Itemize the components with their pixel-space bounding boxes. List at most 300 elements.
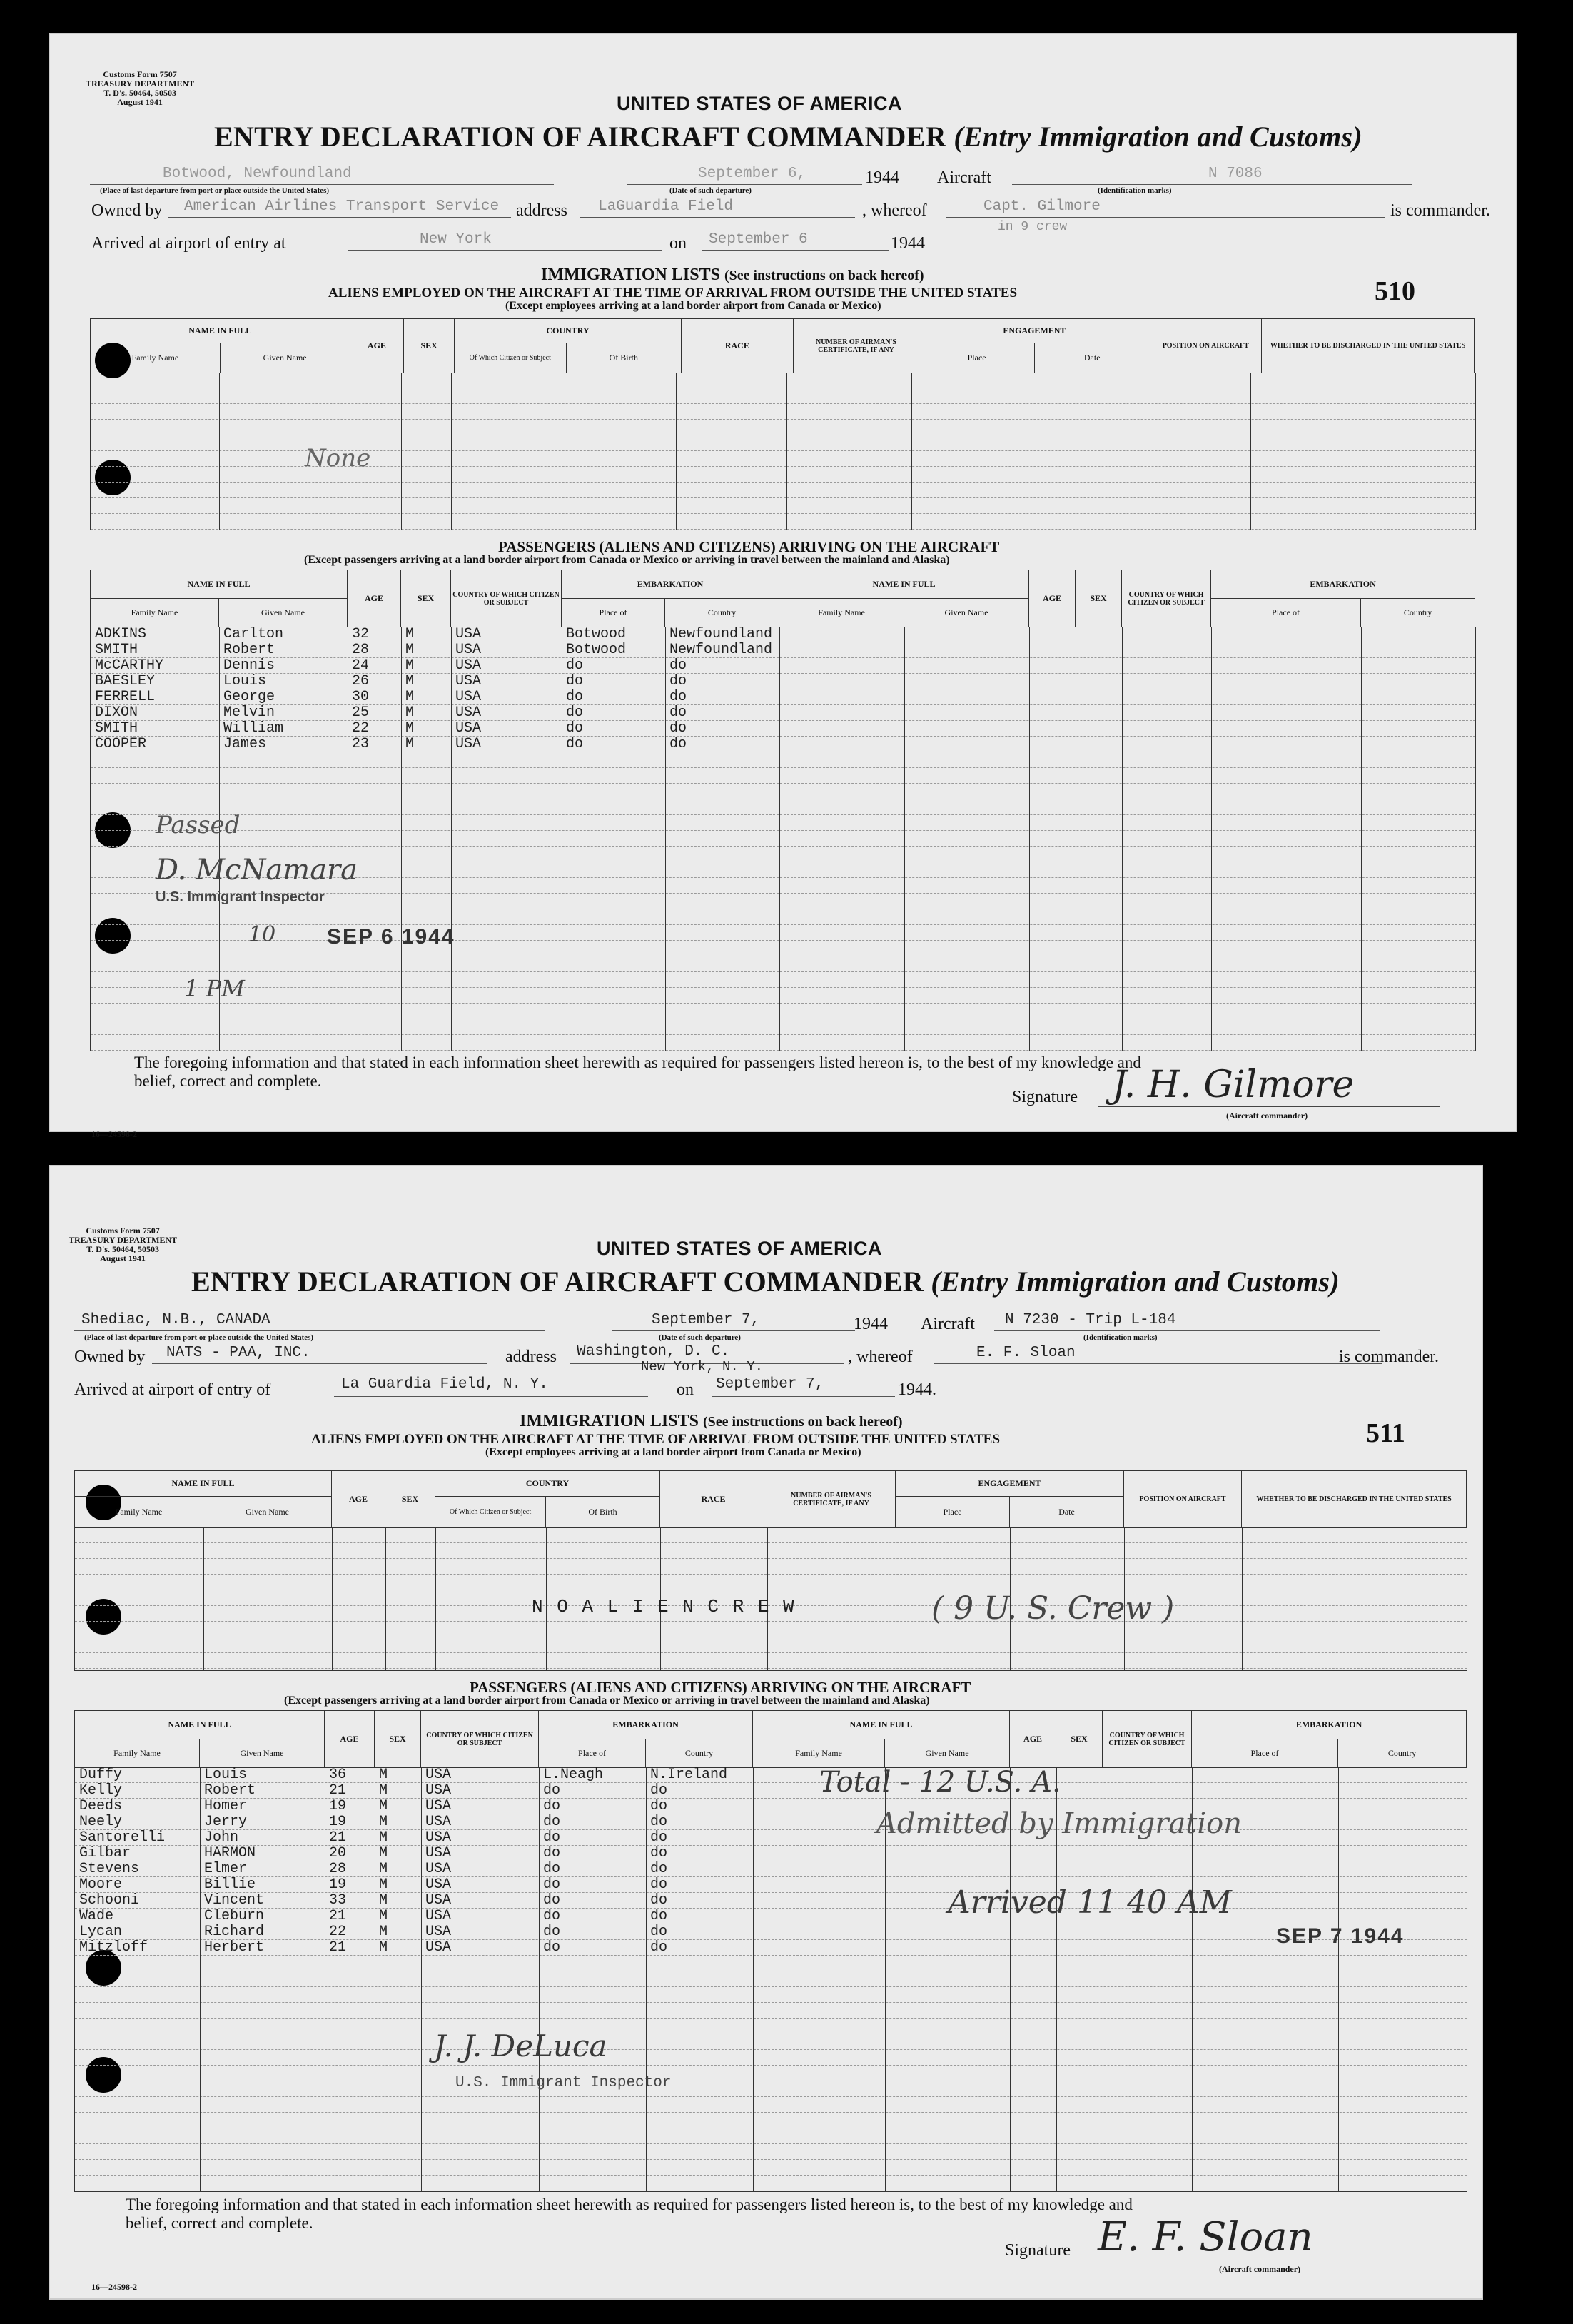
country-citizen-header-2: COUNTRY OF WHICH CITIZEN OR SUBJECT [1103, 1711, 1192, 1768]
date-header: Date [1010, 1497, 1124, 1528]
given-name-header-2: Given Name [885, 1739, 1010, 1768]
table-row [91, 768, 1475, 784]
table-row [91, 925, 1475, 941]
departure-place: Botwood, Newfoundland [163, 166, 352, 182]
passenger-ctry: Newfoundland [669, 626, 773, 642]
year: 1944 [891, 234, 925, 253]
commander: Capt. Gilmore [983, 198, 1101, 215]
passenger-given: Billie [204, 1876, 256, 1893]
place-of-header-2: Place of [1211, 599, 1361, 627]
passenger-family: Neely [79, 1814, 123, 1830]
table-row [91, 909, 1475, 925]
passenger-age: 22 [329, 1924, 347, 1940]
table-row [75, 2050, 1467, 2066]
table-row [75, 1940, 1467, 1956]
passenger-age: 22 [352, 720, 370, 737]
passenger-family: Mitzloff [79, 1939, 148, 1956]
address-label: address [505, 1348, 557, 1366]
passenger-country: USA [455, 626, 482, 642]
country-citizen-header: COUNTRY OF WHICH CITIZEN OR SUBJECT [451, 570, 562, 627]
passenger-given: Jerry [204, 1814, 248, 1830]
address-line-2: New York, N. Y. [641, 1359, 764, 1375]
passenger-age: 28 [329, 1861, 347, 1877]
given-name-header: Given Name [219, 599, 348, 627]
table-row [75, 2160, 1467, 2176]
passenger-ctry: do [669, 720, 687, 737]
aliens-subheading: (Except employees arriving at a land border airport from Canada or Mexico) [505, 300, 881, 312]
whereof-label: , whereof [848, 1348, 913, 1366]
passenger-age: 30 [352, 689, 370, 705]
passenger-age: 23 [352, 736, 370, 752]
table-row [75, 1767, 1467, 1783]
country-citizen-header: COUNTRY OF WHICH CITIZEN OR SUBJECT [421, 1711, 539, 1768]
passenger-country: USA [455, 657, 482, 674]
passenger-ctry: do [669, 657, 687, 674]
form-title: ENTRY DECLARATION OF AIRCRAFT COMMANDER (Entry Immigration and Customs) [191, 1265, 1340, 1298]
passenger-sex: M [405, 689, 415, 705]
passenger-given: Herbert [204, 1939, 265, 1956]
sex-header: SEX [385, 1471, 435, 1528]
table-row [91, 1004, 1475, 1019]
passenger-ctry: N.Ireland [650, 1767, 728, 1783]
commander-signature: E. F. Sloan [1098, 2214, 1313, 2260]
table-row [91, 752, 1475, 768]
place-header: Place [919, 343, 1035, 373]
given-name-header: Given Name [220, 343, 350, 373]
hand-note-time: 1 PM [184, 975, 245, 1002]
passenger-place: Botwood [566, 626, 627, 642]
passenger-given: Melvin [223, 704, 275, 721]
aliens-table-body [74, 1527, 1467, 1671]
discharged-header: WHETHER TO BE DISCHARGED IN THE UNITED STATES [1242, 1471, 1467, 1528]
of-birth-header: Of Birth [546, 1497, 660, 1528]
passenger-sex: M [405, 720, 415, 737]
age-header: AGE [350, 319, 404, 373]
certification-text: The foregoing information and that stated in each information sheet herewith as required for passengers listed hereon is, to the best of my knowledge and belief, correct and complete. [134, 1054, 1141, 1090]
table-row [91, 1019, 1475, 1035]
country-header: COUNTRY [435, 1471, 660, 1497]
caption-date: (Date of such departure) [659, 1333, 741, 1342]
passenger-sex: M [379, 1767, 388, 1783]
passenger-sex: M [379, 1861, 388, 1877]
whereof-label: , whereof [862, 201, 927, 220]
arrived-on: September 7, [716, 1376, 824, 1393]
passenger-place: do [566, 673, 584, 689]
commander-label: is commander. [1339, 1348, 1439, 1366]
table-row [75, 1971, 1467, 1987]
country-header: COUNTRY [454, 319, 681, 343]
aliens-subheading: (Except employees arriving at a land border airport from Canada or Mexico) [485, 1446, 861, 1458]
certification-text: The foregoing information and that stated in each information sheet herewith as required for passengers listed hereon is, to the best of my knowledge and belief, correct and complete. [126, 2196, 1133, 2232]
passenger-ctry: do [650, 1798, 668, 1814]
aircraft-id: N 7230 - Trip L-184 [1005, 1312, 1176, 1328]
passenger-given: William [223, 720, 284, 737]
table-row [91, 799, 1475, 815]
passenger-country: USA [425, 1829, 452, 1846]
sex-header: SEX [401, 570, 451, 627]
year: 1944 [865, 168, 899, 187]
place-of-header: Place of [562, 599, 665, 627]
on-label: on [669, 234, 687, 253]
us-crew-note: ( 9 U. S. Crew ) [931, 1590, 1175, 1627]
passenger-family: Deeds [79, 1798, 123, 1814]
country-col-header-2: Country [1338, 1739, 1467, 1768]
form-code: 16—24598-2 [91, 2282, 137, 2292]
passenger-ctry: do [650, 1924, 668, 1940]
passenger-age: 32 [352, 626, 370, 642]
passenger-country: USA [455, 689, 482, 705]
passenger-family: Wade [79, 1908, 114, 1924]
table-row [91, 956, 1475, 972]
commander: E. F. Sloan [976, 1345, 1076, 1361]
discharged-header: WHETHER TO BE DISCHARGED IN THE UNITED STATES [1262, 319, 1475, 373]
passenger-ctry: do [650, 1939, 668, 1956]
passenger-country: USA [425, 1876, 452, 1893]
arrived-at-field[interactable] [348, 231, 662, 251]
passenger-sex: M [379, 1892, 388, 1909]
owner: American Airlines Transport Service [184, 198, 500, 215]
passenger-ctry: do [650, 1814, 668, 1830]
form-number: 510 [1375, 276, 1415, 306]
table-row [91, 784, 1475, 799]
passenger-family: FERRELL [95, 689, 156, 705]
country-heading: UNITED STATES OF AMERICA [597, 1238, 882, 1259]
passengers-table-body [74, 1767, 1467, 2192]
age-header: AGE [332, 1471, 385, 1528]
passenger-family: DIXON [95, 704, 138, 721]
passenger-country: USA [425, 1798, 452, 1814]
sex-header: SEX [375, 1711, 421, 1768]
passenger-sex: M [379, 1908, 388, 1924]
passenger-age: 25 [352, 704, 370, 721]
passenger-sex: M [379, 1845, 388, 1861]
embarkation-header-2: EMBARKATION [1192, 1711, 1467, 1739]
passenger-family: Gilbar [79, 1845, 131, 1861]
table-row [75, 2097, 1467, 2113]
passenger-country: USA [455, 673, 482, 689]
passenger-sex: M [405, 736, 415, 752]
signature-field[interactable] [1098, 1106, 1440, 1107]
passenger-given: Robert [223, 642, 275, 658]
of-birth-header: Of Birth [566, 343, 682, 373]
embarkation-header: EMBARKATION [562, 570, 779, 599]
passenger-ctry: do [669, 673, 687, 689]
passenger-age: 21 [329, 1829, 347, 1846]
passenger-given: James [223, 736, 267, 752]
place-of-header: Place of [539, 1739, 646, 1768]
passenger-ctry: do [650, 1845, 668, 1861]
aircraft-label: Aircraft [937, 168, 991, 187]
passenger-sex: M [405, 642, 415, 658]
passenger-country: USA [425, 1767, 452, 1783]
name-in-full-header: NAME IN FULL [75, 1471, 332, 1497]
arrived-on: September 6 [709, 231, 808, 248]
passenger-given: HARMON [204, 1845, 256, 1861]
position-header: POSITION ON AIRCRAFT [1150, 319, 1262, 373]
passengers-table-body [90, 627, 1476, 1051]
passenger-given: Richard [204, 1924, 265, 1940]
table-row [91, 815, 1475, 831]
year: 1944 [854, 1315, 888, 1333]
passenger-sex: M [405, 673, 415, 689]
sex-header-2: SEX [1056, 1711, 1103, 1768]
passenger-ctry: do [669, 704, 687, 721]
passenger-sex: M [405, 626, 415, 642]
table-row [75, 1956, 1467, 1971]
table-row [75, 1909, 1467, 1924]
position-header: POSITION ON AIRCRAFT [1124, 1471, 1242, 1528]
country-col-header: Country [646, 1739, 753, 1768]
immigration-lists-heading: IMMIGRATION LISTS (See instructions on back hereof) [541, 266, 924, 284]
age-header: AGE [325, 1711, 375, 1768]
passenger-family: SMITH [95, 642, 138, 658]
table-row [91, 689, 1475, 705]
passenger-place: do [543, 1782, 561, 1799]
table-row [91, 674, 1475, 689]
table-row [75, 2081, 1467, 2097]
passenger-given: Vincent [204, 1892, 265, 1909]
aliens-table-header [90, 318, 1475, 373]
passenger-country: USA [425, 1939, 452, 1956]
passenger-family: Schooni [79, 1892, 140, 1909]
inspector-title-stamp: U.S. Immigrant Inspector [156, 889, 325, 905]
arrived-label: Arrived at airport of entry at [91, 234, 286, 253]
passenger-age: 28 [352, 642, 370, 658]
passenger-country: USA [425, 1861, 452, 1877]
passenger-country: USA [455, 704, 482, 721]
family-name-header-2: Family Name [753, 1739, 885, 1768]
passenger-place: do [566, 720, 584, 737]
table-row [75, 1893, 1467, 1909]
passenger-place: do [543, 1892, 561, 1909]
name-in-full-header-2: NAME IN FULL [779, 570, 1029, 599]
embarkation-header-2: EMBARKATION [1211, 570, 1475, 599]
place-of-header-2: Place of [1192, 1739, 1338, 1768]
passenger-age: 36 [329, 1767, 347, 1783]
date-stamp: SEP 6 1944 [327, 925, 455, 949]
race-header: RACE [682, 319, 794, 373]
passenger-given: Elmer [204, 1861, 248, 1877]
country-col-header-2: Country [1361, 599, 1475, 627]
passenger-ctry: do [650, 1908, 668, 1924]
airman-cert-header: NUMBER OF AIRMAN'S CERTIFICATE, IF ANY [767, 1471, 896, 1528]
passenger-place: do [543, 1908, 561, 1924]
form-title: ENTRY DECLARATION OF AIRCRAFT COMMANDER (Entry Immigration and Customs) [214, 121, 1362, 153]
signature-label: Signature [1012, 1088, 1078, 1106]
passenger-place: Botwood [566, 642, 627, 658]
passenger-given: George [223, 689, 275, 705]
passenger-country: USA [425, 1908, 452, 1924]
given-name-header: Given Name [200, 1739, 325, 1768]
passenger-age: 21 [329, 1939, 347, 1956]
passenger-sex: M [379, 1829, 388, 1846]
passenger-ctry: do [669, 736, 687, 752]
table-row [91, 1035, 1475, 1051]
hand-note-passed: Passed [156, 811, 241, 839]
passenger-ctry: do [669, 689, 687, 705]
place-header: Place [896, 1497, 1010, 1528]
departure-place: Shediac, N.B., CANADA [81, 1312, 270, 1328]
name-in-full-header-2: NAME IN FULL [753, 1711, 1010, 1739]
passenger-place: do [543, 1829, 561, 1846]
owned-by-label: Owned by [74, 1348, 146, 1366]
table-row [91, 705, 1475, 721]
passenger-country: USA [425, 1814, 452, 1830]
passenger-age: 26 [352, 673, 370, 689]
table-row [75, 2176, 1467, 2191]
immigration-lists-heading: IMMIGRATION LISTS (See instructions on back hereof) [520, 1412, 903, 1430]
aliens-table-header [74, 1470, 1467, 1528]
age-header-2: AGE [1010, 1711, 1056, 1768]
passenger-family: Duffy [79, 1767, 123, 1783]
family-name-header: Family Name [91, 599, 219, 627]
caption-ident: (Identification marks) [1083, 1333, 1158, 1342]
table-row [75, 2144, 1467, 2160]
caption-place: (Place of last departure from port or place outside the United States) [84, 1333, 314, 1342]
form-number: 511 [1366, 1418, 1405, 1448]
passenger-age: 20 [329, 1845, 347, 1861]
table-row [91, 721, 1475, 737]
passenger-family: Santorelli [79, 1829, 166, 1846]
table-row [75, 2003, 1467, 2019]
table-row [91, 941, 1475, 956]
passenger-given: Louis [223, 673, 267, 689]
table-row [91, 972, 1475, 988]
commander-signature: J. H. Gilmore [1112, 1064, 1355, 1106]
country-col-header: Country [665, 599, 779, 627]
caption-place: (Place of last departure from port or place outside the United States) [100, 186, 330, 195]
passenger-given: John [204, 1829, 239, 1846]
passenger-sex: M [379, 1798, 388, 1814]
engagement-header: ENGAGEMENT [919, 319, 1150, 343]
departure-date: September 6, [698, 166, 806, 182]
table-row [91, 737, 1475, 752]
caption-date: (Date of such departure) [669, 186, 752, 195]
citizen-of-header: Of Which Citizen or Subject [454, 343, 566, 373]
passenger-age: 33 [329, 1892, 347, 1909]
passenger-country: USA [425, 1924, 452, 1940]
name-in-full-header: NAME IN FULL [75, 1711, 325, 1739]
arrived-at: New York [420, 231, 492, 248]
passenger-sex: M [379, 1814, 388, 1830]
signature-label: Signature [1005, 2241, 1071, 2260]
passenger-family: SMITH [95, 720, 138, 737]
passengers-subheading: (Except passengers arriving at a land border airport from Canada or Mexico or arriving in travel between the mainland and Alaska) [304, 554, 950, 566]
passengers-table-header [90, 570, 1475, 627]
passenger-age: 19 [329, 1798, 347, 1814]
passenger-family: BAESLEY [95, 673, 156, 689]
passenger-country: USA [455, 720, 482, 737]
passenger-ctry: do [650, 1876, 668, 1893]
sex-header-2: SEX [1076, 570, 1122, 627]
hand-note-total: Total - 12 U.S. A. [819, 1766, 1061, 1799]
customs-form-label: Customs Form 7507 TREASURY DEPARTMENT T. D's. 50464, 50503 August 1941 [86, 69, 195, 107]
table-row [75, 1830, 1467, 1846]
passenger-ctry: do [650, 1829, 668, 1846]
engagement-header: ENGAGEMENT [896, 1471, 1124, 1497]
entry-declaration-form-511 [49, 1165, 1483, 2300]
passenger-sex: M [405, 704, 415, 721]
passenger-age: 19 [329, 1876, 347, 1893]
date-header: Date [1034, 343, 1150, 373]
passenger-given: Homer [204, 1798, 248, 1814]
table-row [75, 1814, 1467, 1830]
table-row [75, 1924, 1467, 1940]
name-in-full-header: NAME IN FULL [91, 319, 350, 343]
given-name-header-2: Given Name [904, 599, 1029, 627]
passenger-family: Lycan [79, 1924, 123, 1940]
age-header: AGE [348, 570, 401, 627]
date-stamp: SEP 7 1944 [1276, 1924, 1405, 1948]
table-row [75, 1799, 1467, 1814]
family-name-header: Family Name [75, 1739, 200, 1768]
passenger-age: 24 [352, 657, 370, 674]
passenger-given: Carlton [223, 626, 284, 642]
aircraft-id: N 7086 [1208, 166, 1263, 182]
inspector-title: U.S. Immigrant Inspector [455, 2075, 672, 2091]
passenger-place: do [566, 689, 584, 705]
departure-date: September 7, [652, 1312, 760, 1328]
table-row [91, 658, 1475, 674]
crew-note: in 9 crew [998, 220, 1068, 234]
passengers-heading: PASSENGERS (ALIENS AND CITIZENS) ARRIVING ON THE AIRCRAFT [470, 1679, 971, 1696]
passenger-family: McCARTHY [95, 657, 164, 674]
passenger-family: Moore [79, 1876, 123, 1893]
passenger-country: USA [425, 1892, 452, 1909]
passenger-place: do [543, 1924, 561, 1940]
passenger-family: COOPER [95, 736, 147, 752]
sex-header: SEX [404, 319, 455, 373]
passenger-age: 19 [329, 1814, 347, 1830]
table-row [75, 2113, 1467, 2128]
caption-ident: (Identification marks) [1098, 186, 1172, 195]
passenger-ctry: do [650, 1861, 668, 1877]
passenger-place: do [566, 657, 584, 674]
customs-form-label: Customs Form 7507 TREASURY DEPARTMENT T. D's. 50464, 50503 August 1941 [69, 1226, 178, 1263]
owner: NATS - PAA, INC. [166, 1345, 310, 1361]
form-code: 16—24598-2 [91, 1129, 137, 1139]
passenger-place: do [566, 704, 584, 721]
passenger-ctry: do [650, 1892, 668, 1909]
table-row [75, 1987, 1467, 2003]
arrived-at: La Guardia Field, N. Y. [341, 1376, 548, 1393]
country-heading: UNITED STATES OF AMERICA [617, 93, 902, 114]
passenger-ctry: do [650, 1782, 668, 1799]
passengers-table-header [74, 1710, 1467, 1768]
passenger-given: Louis [204, 1767, 248, 1783]
given-name-header: Given Name [203, 1497, 332, 1528]
passenger-sex: M [379, 1876, 388, 1893]
passenger-place: do [566, 736, 584, 752]
passengers-subheading: (Except passengers arriving at a land border airport from Canada or Mexico or arriving in travel between the mainland and Alaska) [284, 1694, 930, 1707]
table-row [75, 2034, 1467, 2050]
table-row [91, 627, 1475, 642]
passenger-place: do [543, 1798, 561, 1814]
passenger-country: USA [455, 642, 482, 658]
passenger-country: USA [425, 1782, 452, 1799]
address-label: address [516, 201, 567, 220]
passenger-given: Robert [204, 1782, 256, 1799]
passenger-given: Cleburn [204, 1908, 265, 1924]
passenger-family: ADKINS [95, 626, 147, 642]
aircraft-label: Aircraft [921, 1315, 975, 1333]
passenger-age: 21 [329, 1908, 347, 1924]
aliens-heading: ALIENS EMPLOYED ON THE AIRCRAFT AT THE TIME OF ARRIVAL FROM OUTSIDE THE UNITED STATES [311, 1432, 1001, 1447]
signature-caption: (Aircraft commander) [1226, 1111, 1308, 1121]
passenger-place: do [543, 1845, 561, 1861]
passenger-sex: M [379, 1939, 388, 1956]
table-row [91, 831, 1475, 847]
